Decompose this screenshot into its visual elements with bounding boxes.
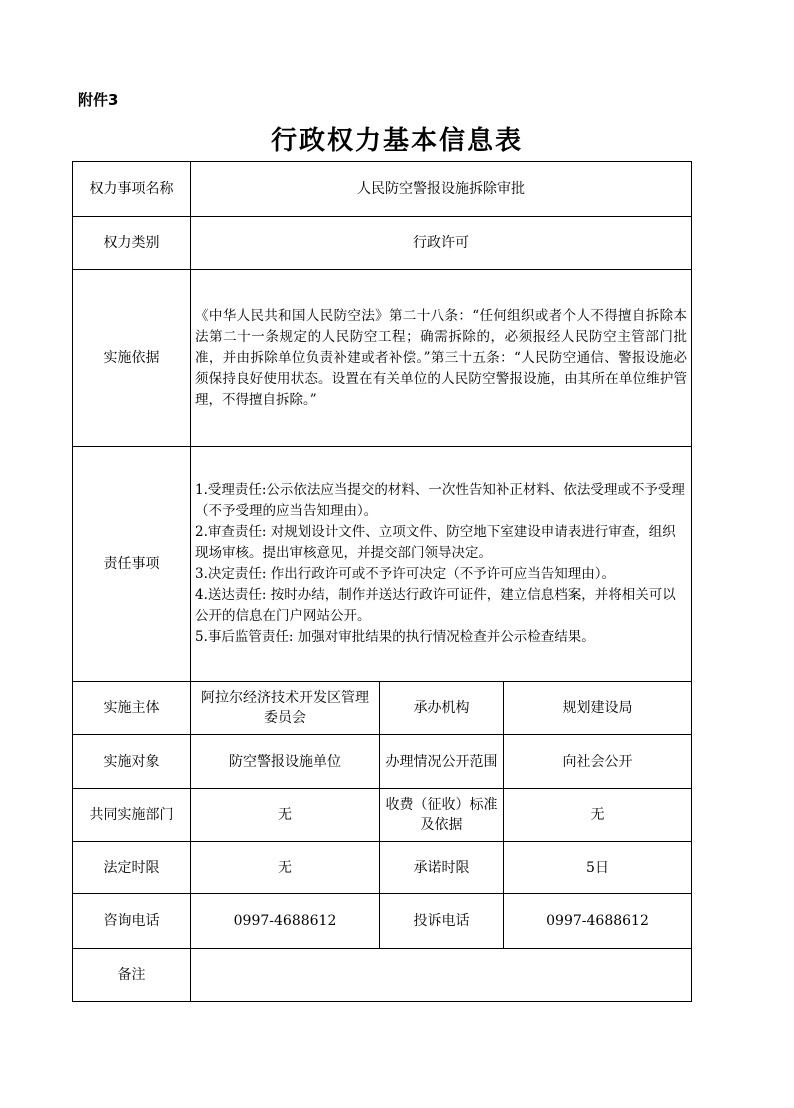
complaint-phone-value: 0997-4688612 [504, 894, 692, 949]
complaint-phone-label: 投诉电话 [380, 894, 504, 949]
legal-time-value: 无 [191, 842, 380, 894]
info-table [72, 161, 692, 1002]
legal-time-label: 法定时限 [73, 842, 191, 894]
undertaking-value: 规划建设局 [504, 682, 692, 735]
basis-text: 《中华人民共和国人民防空法》第二十八条：“任何组织或者个人不得擅自拆除本法第二十一条规定的人民防空工程；确需拆除的，必须报经人民防空主管部门批准，并由拆除单位负责补建或者补偿。”第三十五条：“人民防空通信、警报设施必须保持良好使用状态。设置在有关单位的人民防空警报设施，由其所在单位维护管理，不得擅自拆除。” [195, 307, 687, 408]
disclosure-value: 向社会公开 [504, 735, 692, 789]
page-title: 行政权力基本信息表 [270, 126, 523, 156]
responsibility-item: 4.送达责任: 按时办结，制作并送达行政许可证件，建立信息档案，并将相关可以公开的信息在门户网站公开。 [195, 587, 676, 624]
annex-label: 附件3 [78, 91, 119, 109]
table-row [73, 735, 692, 789]
basis-label: 实施依据 [73, 270, 191, 447]
responsibility-item: 3.决定责任: 作出行政许可或不予许可决定（不予许可应当告知理由）。 [195, 566, 615, 582]
remarks-label: 备注 [73, 949, 191, 1002]
responsibility-cell [191, 447, 692, 682]
table-row [73, 270, 692, 447]
co-dept-value: 无 [191, 789, 380, 842]
responsibility-item: 5.事后监管责任: 加强对审批结果的执行情况检查并公示检查结果。 [195, 629, 595, 645]
consult-phone-label: 咨询电话 [73, 894, 191, 949]
responsibility-item: 2.审查责任: 对规划设计文件、立项文件、防空地下室建设申请表进行审查，组织现场审核。提出审核意见，并提交部门领导决定。 [195, 524, 676, 561]
table-row [73, 894, 692, 949]
fee-label: 收费（征收）标准及依据 [380, 789, 504, 842]
fee-value: 无 [504, 789, 692, 842]
responsibility-item: 1.受理责任:公示依法应当提交的材料、一次性告知补正材料、依法受理或不予受理（不予受理的应当告知理由）。 [195, 482, 685, 519]
power-type-label: 权力类别 [73, 217, 191, 270]
undertaking-label: 承办机构 [380, 682, 504, 735]
promise-time-label: 承诺时限 [380, 842, 504, 894]
subject-value: 阿拉尔经济技术开发区管理委员会 [191, 682, 380, 735]
target-value: 防空警报设施单位 [191, 735, 380, 789]
table-row [73, 842, 692, 894]
disclosure-label: 办理情况公开范围 [380, 735, 504, 789]
co-dept-label: 共同实施部门 [73, 789, 191, 842]
promise-time-value: 5日 [504, 842, 692, 894]
consult-phone-value: 0997-4688612 [191, 894, 380, 949]
table-row [73, 789, 692, 842]
target-label: 实施对象 [73, 735, 191, 789]
table-row [73, 447, 692, 682]
power-type-value: 行政许可 [191, 217, 692, 270]
table-row [73, 949, 692, 1002]
table-row [73, 217, 692, 270]
basis-cell [191, 270, 692, 447]
subject-label: 实施主体 [73, 682, 191, 735]
remarks-value [191, 949, 692, 1002]
responsibility-label: 责任事项 [73, 447, 191, 682]
table-row [73, 682, 692, 735]
power-name-value: 人民防空警报设施拆除审批 [191, 162, 692, 217]
power-name-label: 权力事项名称 [73, 162, 191, 217]
table-row [73, 162, 692, 217]
